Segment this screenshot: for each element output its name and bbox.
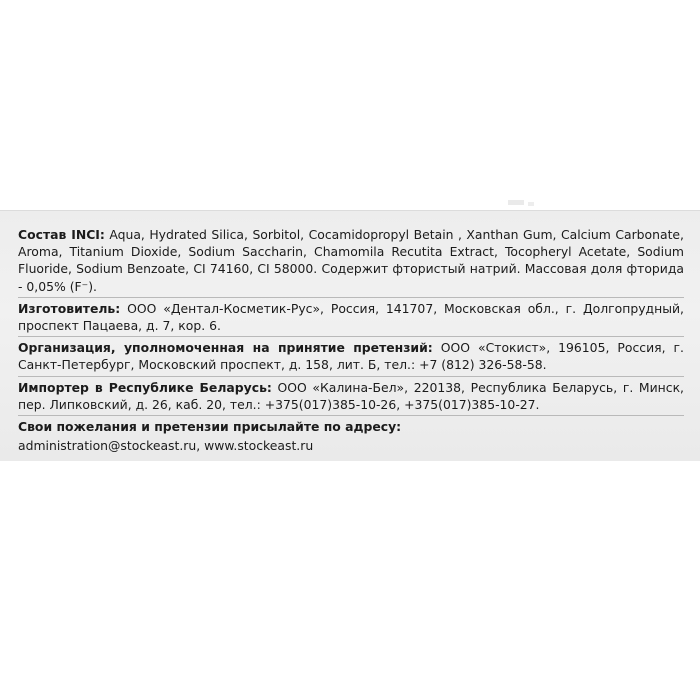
claims-organization-heading: Организация, уполномоченная на принятие претензий:	[18, 340, 433, 356]
divider-1	[18, 297, 684, 298]
manufacturer-paragraph	[18, 300, 684, 334]
manufacturer-body: ООО «Дентал-Косметик-Рус», Россия, 141707, Московская обл., г. Долгопрудный, проспект Пацаева, д. 7, кор. 6.	[18, 300, 684, 334]
importer-heading: Импортер в Республике Беларусь:	[18, 379, 272, 395]
claims-organization-body: ООО «Стокист», 196105, Россия, г. Санкт-Петербург, Московский проспект, д. 158, лит. Б, тел.: +7 (812) 326-58-58.	[18, 340, 684, 373]
composition-heading: Состав INCI:	[18, 227, 105, 242]
feedback-contacts: administration@stockeast.ru, www.stockeast.ru	[18, 438, 314, 454]
print-mark-1	[508, 200, 524, 205]
importer-body: ООО «Калина-Бел», 220138, Республика Беларусь, г. Минск, пер. Липковский, д. 26, каб. 20, тел.: +375(017)385-10-26, +375(017)385-10-27.	[18, 379, 684, 412]
divider-3	[18, 376, 684, 377]
feedback-heading: Свои пожелания и претензии присылайте по адресу:	[18, 419, 402, 435]
importer-paragraph	[18, 379, 684, 413]
manufacturer-heading: Изготовитель:	[18, 300, 121, 316]
composition-body: Aqua, Hydrated Silica, Sorbitol, Cocamidopropyl Betain , Xanthan Gum, Calcium Carbonate, Aroma, Titanium Dioxide, Sodium Saccharin, Chamomila Recutita Extract, Tocopheryl Acetate, Sodium Fluoride, Sodium Benzoate, CI 74160, CI 58000. Содержит фтористый натрий. Массовая доля фторида - 0,05% (F⁻).	[18, 227, 684, 294]
divider-4	[18, 415, 684, 416]
composition-paragraph	[18, 226, 684, 295]
divider-2	[18, 336, 684, 337]
label-text-block	[18, 226, 684, 454]
print-mark-2	[528, 202, 534, 206]
claims-organization-paragraph	[18, 339, 684, 373]
